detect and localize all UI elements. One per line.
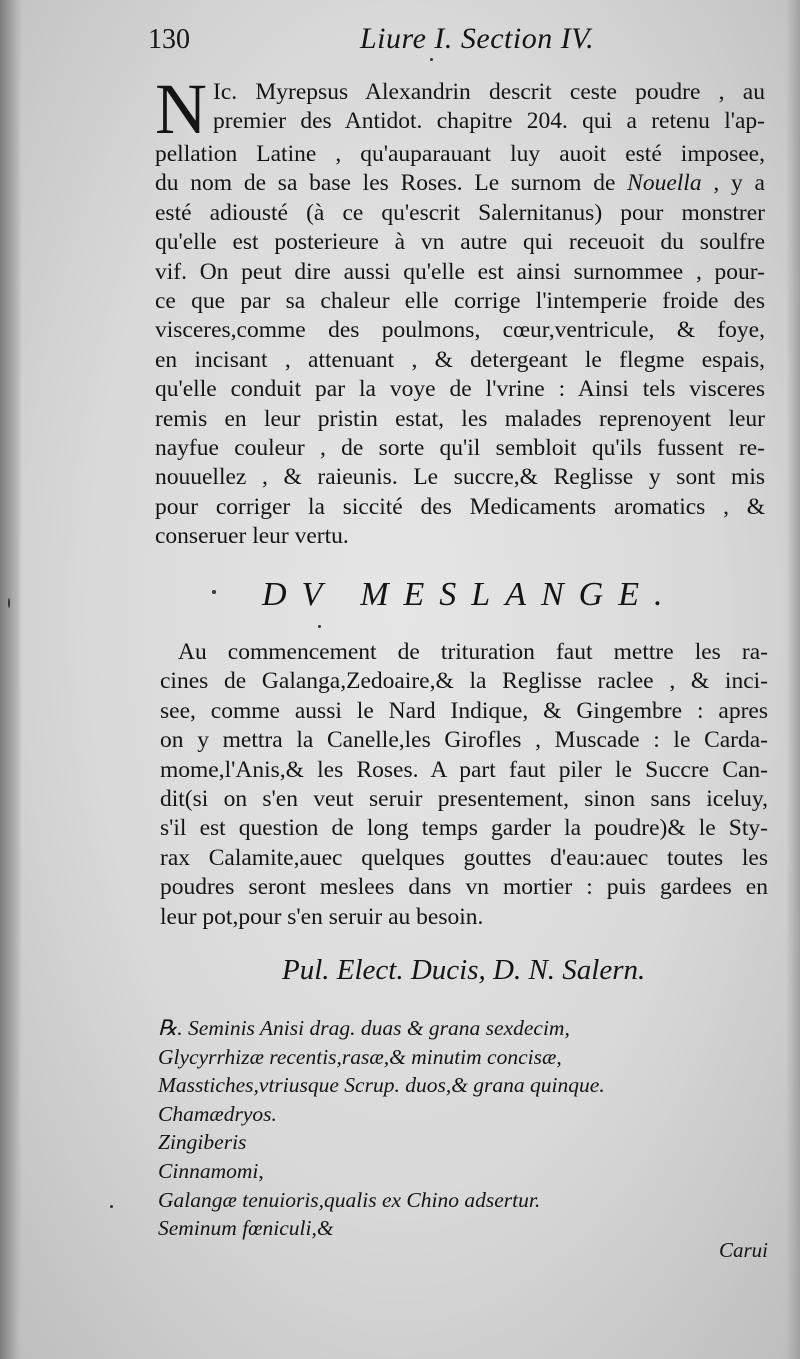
text-line xyxy=(155,169,765,198)
page-edge-shadow xyxy=(786,0,800,1359)
ingredient-item: Masstiches,vtriusque Scrup. duos,& grana quinque. xyxy=(158,1073,605,1098)
text-line: pour corriger la siccité des Medicaments aromatics , & xyxy=(155,493,765,520)
ingredient-item: Glycyrrhizæ recentis,rasæ,& minutim concisæ, xyxy=(158,1044,562,1069)
text-line: see, comme aussi le Nard Indique, & Gingembre : apres xyxy=(160,697,768,724)
ingredient-item: Cinnamomi, xyxy=(158,1158,264,1183)
text-line: conseruer leur vertu. xyxy=(155,523,349,550)
text-line: s'il est question de long temps garder la poudre)& le Sty- xyxy=(160,815,768,842)
running-head: Liure I. Section IV. xyxy=(360,22,595,55)
text-line: remis en leur pristin estat, les malades reprenoyent leur xyxy=(155,405,765,432)
text-line: leur pot,pour s'en seruir au besoin. xyxy=(160,903,484,930)
ink-speck xyxy=(212,590,216,594)
text-line: poudres seront meslees dans vn mortier : puis gardees en xyxy=(160,874,768,901)
text-line: visceres,comme des poulmons, cœur,ventricule, & foye, xyxy=(155,317,765,344)
text-line: dit(si on s'en veut seruir presentement, sinon sans iceluy, xyxy=(160,785,768,812)
ink-speck xyxy=(8,598,10,608)
text-segment: , y a xyxy=(701,170,765,197)
italic-word: Nouella xyxy=(627,170,702,197)
text-segment: du nom de sa base les Roses. Le surnom de xyxy=(155,170,628,197)
drop-cap: N xyxy=(155,69,207,149)
ingredient-item: ℞. Seminis Anisi drag. duas & grana sexdecim, xyxy=(158,1016,570,1040)
text-line: premier des Antidot. chapitre 204. qui a retenu l'ap- xyxy=(213,108,765,135)
ingredient-list xyxy=(158,1014,678,1243)
text-line: Ic. Myrepsus Alexandrin descrit ceste poudre , au xyxy=(213,79,765,105)
text-line: esté adiousté (à ce qu'escrit Salernitanus) pour monstrer xyxy=(155,199,765,226)
ingredient-item: Chamædryos. xyxy=(158,1101,277,1126)
ink-speck xyxy=(430,58,433,61)
text-line: on y mettra la Canelle,les Girofles , Muscade : le Carda- xyxy=(160,727,768,754)
ink-speck xyxy=(318,625,321,628)
text-line: rax Calamite,auec quelques gouttes d'eau:auec toutes les xyxy=(160,844,768,871)
text-line: qu'elle est posterieure à vn autre qui receuoit du soulfre xyxy=(155,229,765,256)
text-line: pellation Latine , qu'auparauant luy auoit esté imposee, xyxy=(155,141,765,167)
page-header xyxy=(0,20,800,60)
ingredient-item: Galangæ tenuioris,qualis ex Chino adsertur. xyxy=(158,1187,541,1212)
text-line: qu'elle conduit par la voye de l'vrine : Ainsi tels visceres xyxy=(155,376,765,403)
text-line: nayfue couleur , de sorte qu'il sembloit qu'ils fussent re- xyxy=(155,434,765,461)
ink-speck xyxy=(110,1205,113,1208)
text-line: cines de Galanga,Zedoaire,& la Reglisse raclee , & inci- xyxy=(160,668,768,695)
text-line: nouuellez , & raieunis. Le succre,& Reglisse y sont mis xyxy=(155,464,765,491)
text-line: en incisant , attenuant , & detergeant le flegme espais, xyxy=(155,346,765,373)
recipe-title: Pul. Elect. Ducis, D. N. Salern. xyxy=(282,954,646,986)
page-number: 130 xyxy=(148,24,190,55)
text-line: vif. On peut dire aussi qu'elle est ainsi surnommee , pour- xyxy=(155,258,765,285)
intro-paragraph xyxy=(155,69,765,551)
section-heading: DV MESLANGE. xyxy=(262,576,678,613)
text-line: ce que par sa chaleur elle corrige l'intemperie froide des xyxy=(155,287,765,314)
catchword: Carui xyxy=(718,1238,768,1262)
ingredient-item: Seminum fœniculi,& xyxy=(158,1216,334,1241)
text-line: mome,l'Anis,& les Roses. A part faut piler le Succre Can- xyxy=(160,756,768,783)
ingredient-item: Zingiberis xyxy=(158,1130,247,1155)
mixing-paragraph xyxy=(160,638,768,932)
text-line: Au commencement de trituration faut mettre les ra- xyxy=(178,639,768,665)
page-gutter-shadow xyxy=(0,0,22,1359)
